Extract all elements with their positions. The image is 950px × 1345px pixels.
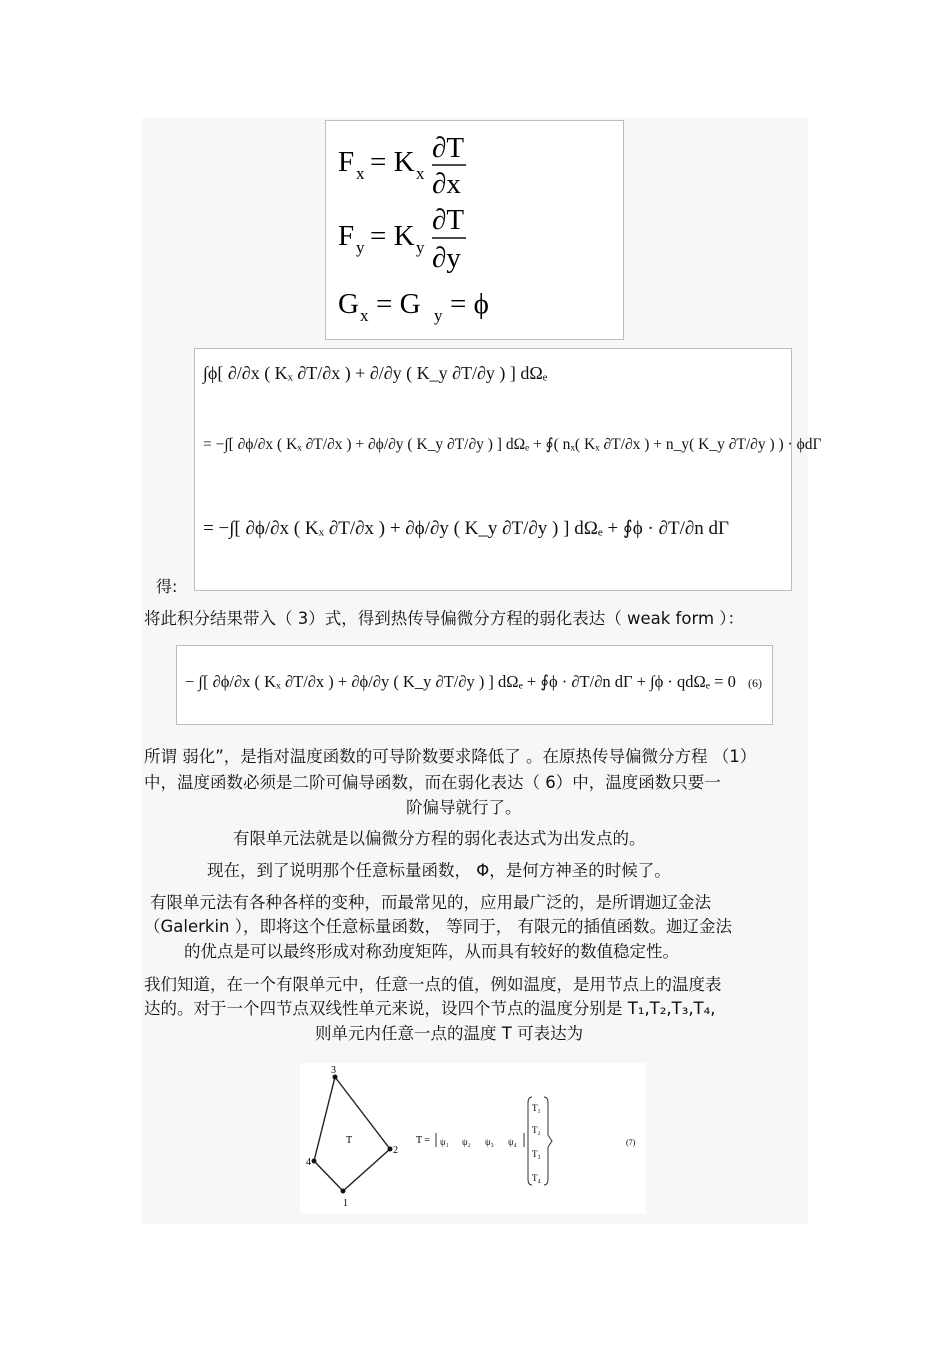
fy-sub: y: [356, 238, 365, 257]
paragraph-3: 有限单元法就是以偏微分方程的弱化表达式为出发点的。: [233, 829, 646, 848]
node-4-label: 4: [306, 1157, 311, 1168]
fx-den: ∂x: [432, 168, 461, 200]
flux-formula-box: [325, 120, 624, 340]
fy-den: ∂y: [432, 242, 461, 274]
node-1-dot: [341, 1189, 346, 1194]
paragraph-6-line-2: 达的。对于一个四节点双线性单元来说，设四个节点的温度分别是 T₁,T₂,T₃,T₄,: [144, 999, 716, 1018]
psi-1: ψ₁: [440, 1137, 449, 1147]
fy-lhs: F: [338, 220, 355, 252]
psi-4: ψ₄: [508, 1137, 517, 1147]
mesh-eq-lhs: T =: [416, 1135, 431, 1146]
psi-2: ψ₂: [462, 1137, 471, 1147]
equation-6-tag: (6): [748, 676, 762, 690]
gx-rhs: = ϕ: [450, 288, 489, 320]
paragraph-5-line-3: 的优点是可以最终形成对称劲度矩阵，从而具有较好的数值稳定性。: [184, 942, 679, 961]
equation-6: − ∫[ ∂ϕ/∂x ( Kₓ ∂T/∂x ) + ∂ϕ/∂y ( K_y ∂T/∂y ) ] dΩₑ + ∮ϕ · ∂T/∂n dΓ + ∫ϕ · qdΩₑ = 0: [185, 672, 736, 691]
fx-lhs: F: [338, 146, 355, 178]
four-node-element-figure: [300, 1063, 646, 1214]
de-label: 得:: [156, 577, 178, 596]
gy-sub: y: [434, 306, 443, 325]
weak-line-2: = −∫[ ∂ϕ/∂x ( Kₓ ∂T/∂x ) + ∂ϕ/∂y ( K_y ∂T/∂y ) ] dΩₑ + ∮( nₓ( Kₓ ∂T/∂x ) + n_y( K_y ∂T/∂y ) ) · ϕdΓ: [203, 436, 822, 453]
paragraph-2-line-3: 阶偏导就行了。: [406, 798, 522, 817]
paragraph-2-line-2: 中，温度函数必须是二阶可偏导函数，而在弱化表达（ 6）中，温度函数只要一: [144, 773, 721, 792]
node-1-label: 1: [343, 1198, 348, 1209]
paragraph-1: 将此积分结果带入（ 3）式，得到热传导偏微分方程的弱化表达（ weak form ）：: [144, 609, 745, 628]
gx-lhs: G: [338, 288, 359, 320]
paragraph-2-line-1: 所谓 弱化”，是指对温度函数的可导阶数要求降低了 。在原热传导偏微分方程 （1）: [144, 747, 757, 766]
fy-eq: = K: [370, 220, 415, 252]
psi-3: ψ₃: [485, 1137, 494, 1147]
paragraph-5-line-2: （Galerkin ），即将这个任意标量函数， 等同于， 有限元的插值函数。迦辽金法: [144, 917, 732, 936]
node-2-label: 2: [393, 1145, 398, 1156]
gx-sub: x: [360, 306, 369, 325]
node-4-dot: [312, 1159, 317, 1164]
element-center-label: T: [346, 1135, 353, 1146]
node-3-label: 3: [331, 1065, 336, 1076]
equation-6-box: [176, 645, 773, 725]
column-brace-right: [544, 1097, 552, 1185]
weak-line-1: ∫ϕ[ ∂/∂x ( Kₓ ∂T/∂x ) + ∂/∂y ( K_y ∂T/∂y ) ] dΩₑ: [203, 363, 548, 383]
fx-eq: = K: [370, 146, 415, 178]
vec-t3: T₃: [532, 1149, 541, 1159]
flux-formula-svg: [326, 121, 623, 339]
weak-line-3: = −∫[ ∂ϕ/∂x ( Kₓ ∂T/∂x ) + ∂ϕ/∂y ( K_y ∂T/∂y ) ] dΩₑ + ∮ϕ · ∂T/∂n dΓ: [203, 518, 730, 539]
gx-mid: = G: [376, 288, 421, 320]
fy-num: ∂T: [432, 204, 465, 236]
fx-num: ∂T: [432, 132, 465, 164]
paragraph-4: 现在，到了说明那个任意标量函数， Φ，是何方神圣的时候了。: [207, 861, 671, 880]
vec-t1: T₁: [532, 1103, 541, 1113]
vec-t2: T₂: [532, 1125, 541, 1135]
paragraph-6-line-3: 则单元内任意一点的温度 T 可表达为: [315, 1024, 584, 1043]
paragraph-5-line-1: 有限单元法有各种各样的变种，而最常见的，应用最广泛的，是所谓迦辽金法: [150, 893, 711, 912]
fy-k-sub: y: [416, 238, 425, 257]
vec-t4: T₄: [532, 1173, 541, 1183]
integration-derivation-box: [194, 348, 822, 591]
element-svg: [300, 1063, 646, 1214]
equation-7-tag: (7): [626, 1138, 636, 1147]
element-quad: [314, 1077, 390, 1191]
fx-sub: x: [356, 164, 365, 183]
fx-k-sub: x: [416, 164, 425, 183]
node-2-dot: [388, 1147, 393, 1152]
paragraph-6-line-1: 我们知道，在一个有限单元中，任意一点的值，例如温度，是用节点上的温度表: [144, 975, 722, 994]
